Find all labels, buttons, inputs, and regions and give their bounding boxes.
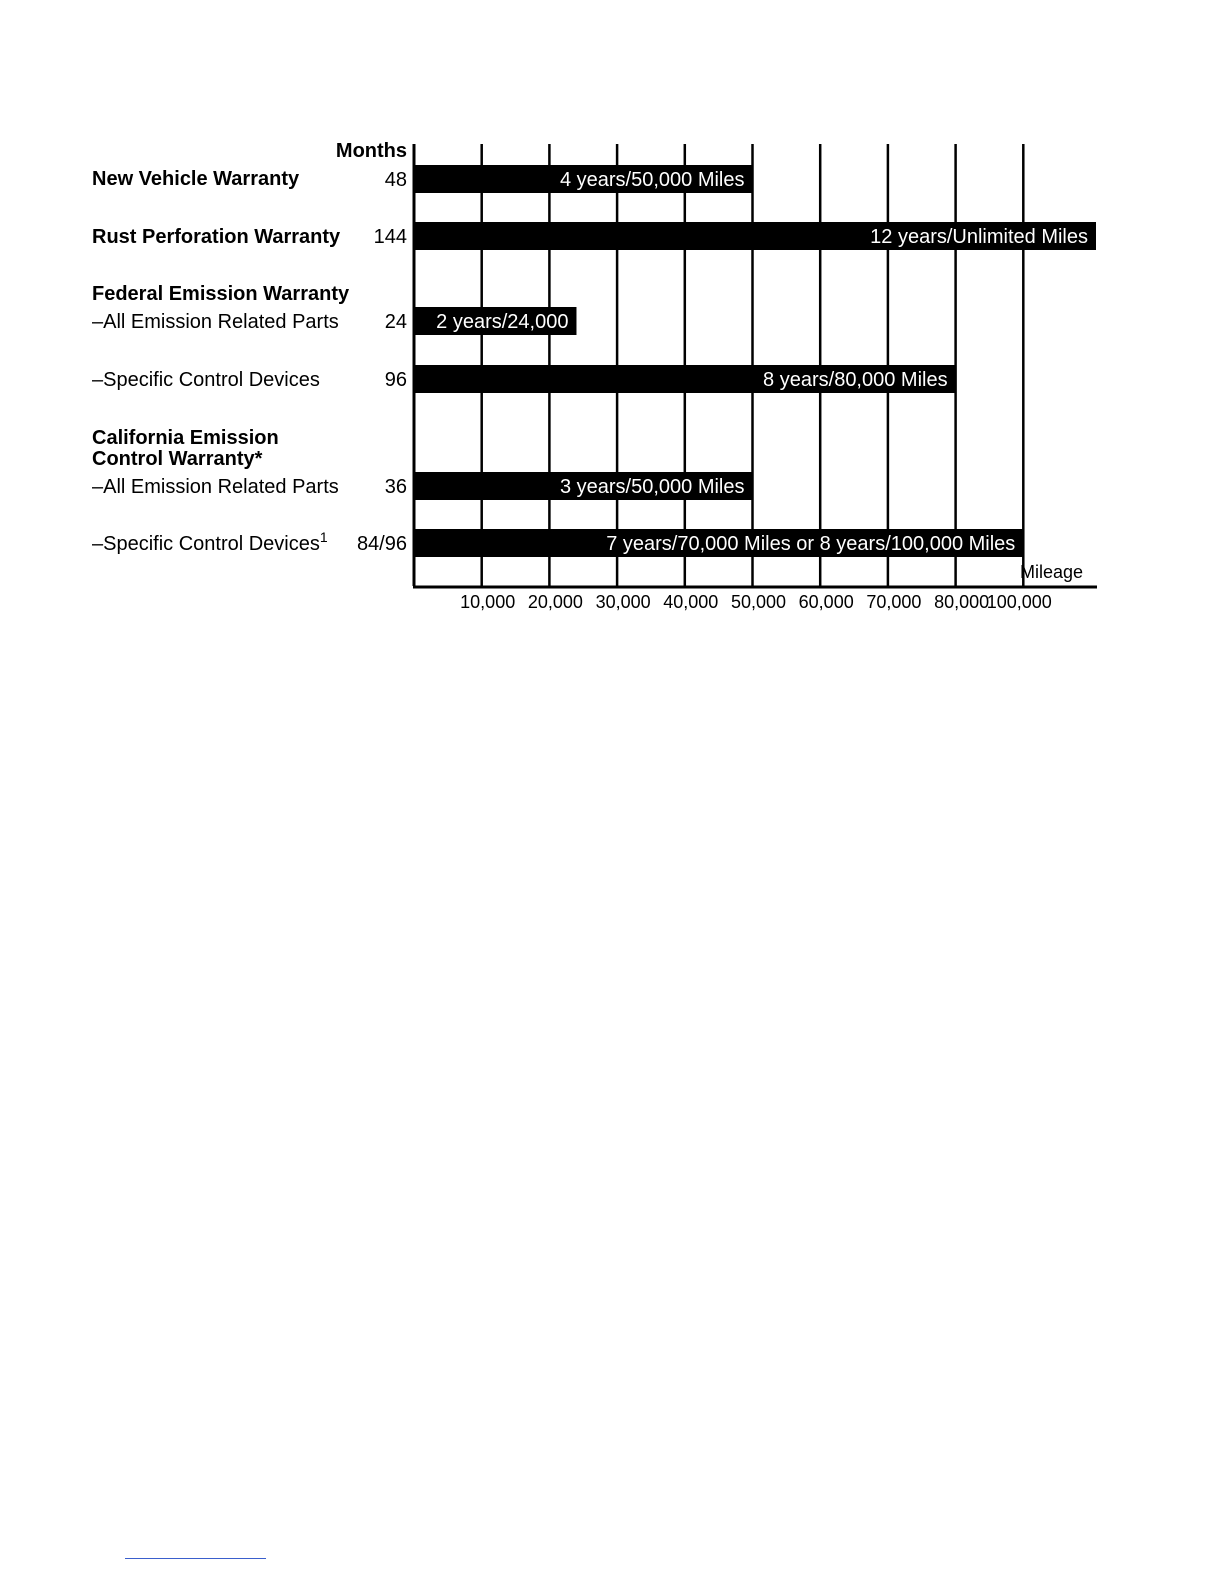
bar-label-1: 12 years/Unlimited Miles xyxy=(870,226,1088,248)
group-label-1: Rust Perforation Warranty xyxy=(92,226,341,248)
row-label-5: –Specific Control Devices$^1$ xyxy=(92,529,328,555)
months-value-0: 48 xyxy=(384,169,407,191)
x-tick-7: 80,000 xyxy=(934,592,990,612)
x-tick-8: 100,000 xyxy=(986,592,1052,612)
row-label-2: –All Emission Related Parts xyxy=(92,311,339,333)
bar-label-2: 2 years/24,000 xyxy=(436,311,569,333)
bar-label-4: 3 years/50,000 Miles xyxy=(559,476,745,498)
x-tick-5: 60,000 xyxy=(798,592,854,612)
x-tick-6: 70,000 xyxy=(866,592,922,612)
bar-label-0: 4 years/50,000 Miles xyxy=(559,169,745,191)
footnote-mark: 1 xyxy=(319,529,328,545)
group-label-2: Federal Emission Warranty xyxy=(92,283,350,305)
months-value-4: 36 xyxy=(384,476,407,498)
group-label-4-line2: Control Warranty* xyxy=(92,448,263,470)
bar-label-3: 8 years/80,000 Miles xyxy=(763,369,948,391)
x-axis-label: Mileage xyxy=(1019,562,1083,582)
group-label-4-line1: California Emission xyxy=(92,427,279,449)
warranty-coverage-chart xyxy=(0,0,1224,640)
x-tick-2: 30,000 xyxy=(595,592,651,612)
x-tick-1: 20,000 xyxy=(527,592,583,612)
months-value-2: 24 xyxy=(384,311,407,333)
x-tick-0: 10,000 xyxy=(460,592,516,612)
group-label-0: New Vehicle Warranty xyxy=(92,168,300,190)
x-tick-4: 50,000 xyxy=(730,592,787,612)
row-label-3: –Specific Control Devices xyxy=(92,369,320,391)
months-value-3: 96 xyxy=(384,369,407,391)
months-value-5: 84/96 xyxy=(356,533,407,555)
row-label-4: –All Emission Related Parts xyxy=(92,476,339,498)
x-tick-3: 40,000 xyxy=(663,592,719,612)
footnote-rule xyxy=(125,1558,266,1559)
months-value-1: 144 xyxy=(373,226,407,248)
months-header: Months xyxy=(335,140,407,162)
bar-label-5: 7 years/70,000 Miles or 8 years/100,000 Miles xyxy=(606,533,1016,555)
